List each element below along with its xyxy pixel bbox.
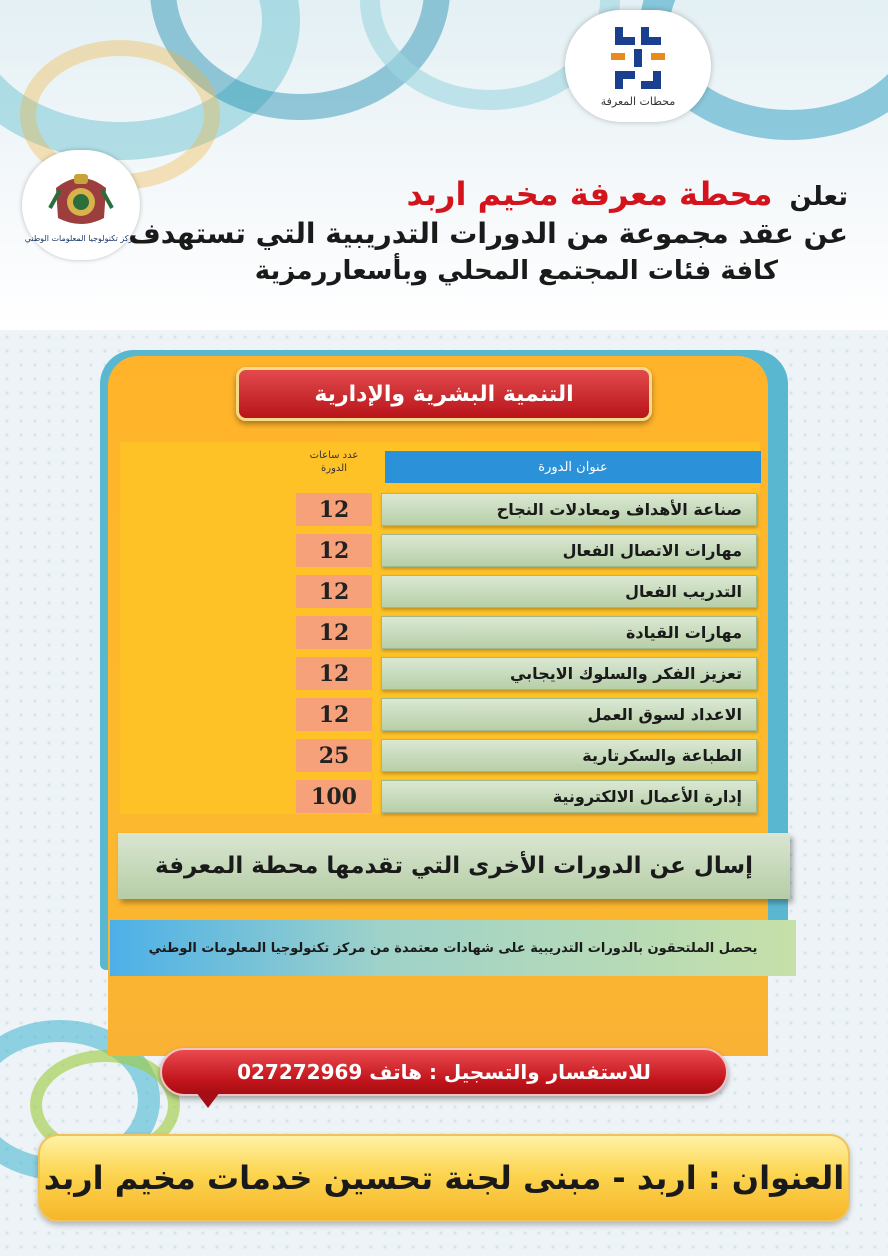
course-hours: 12 [296, 616, 372, 649]
table-row [296, 575, 762, 608]
crest-label: مركز تكنولوجيا المعلومات الوطني [24, 233, 138, 243]
contact-phone: للاستفسار والتسجيل : هاتف 027272969 [160, 1048, 728, 1096]
headline-line-2: عن عقد مجموعة من الدورات التدريبية التي تستهدف [128, 217, 848, 250]
callout-tail [196, 1092, 220, 1108]
contact-callout [160, 1048, 728, 1098]
certificate-note: يحصل الملتحقون بالدورات التدريبية على شهادات معتمدة من مركز تكنولوجيا المعلومات الوطني [110, 920, 796, 976]
table-row [296, 698, 762, 731]
address-banner: العنوان : اربد - مبنى لجنة تحسين خدمات مخيم اربد [38, 1134, 850, 1222]
course-hours: 12 [296, 698, 372, 731]
course-title: مهارات القيادة [381, 616, 757, 649]
knowledge-stations-logo [565, 10, 711, 122]
course-title: الاعداد لسوق العمل [381, 698, 757, 731]
table-row [296, 657, 762, 690]
headline-line-3: كافة فئات المجتمع المحلي وبأسعاررمزية [254, 256, 778, 286]
course-hours: 12 [296, 534, 372, 567]
course-title: صناعة الأهداف ومعادلات النجاح [381, 493, 757, 526]
course-title: التدريب الفعال [381, 575, 757, 608]
course-hours: 12 [296, 575, 372, 608]
section-title: التنمية البشرية والإدارية [236, 367, 652, 421]
hours-column-header: عدد ساعات الدورة [309, 450, 359, 474]
course-hours: 12 [296, 657, 372, 690]
table-row [296, 493, 762, 526]
station-name: محطة معرفة مخيم اربد [406, 175, 773, 213]
course-title: تعزيز الفكر والسلوك الايجابي [381, 657, 757, 690]
table-row [296, 739, 762, 772]
national-it-center-crest [22, 150, 140, 260]
announces-text: تعلن [789, 182, 848, 212]
course-hours: 12 [296, 493, 372, 526]
ask-other-courses-banner: إسال عن الدورات الأخرى التي تقدمها محطة المعرفة [118, 833, 790, 899]
table-row [296, 616, 762, 649]
course-title: الطباعة والسكرتارية [381, 739, 757, 772]
table-row [296, 534, 762, 567]
headline-line-1 [128, 175, 848, 213]
course-hours: 100 [296, 780, 372, 813]
knowledge-stations-logo-icon [609, 25, 667, 91]
title-column-header: عنوان الدورة [385, 451, 761, 483]
course-title: إدارة الأعمال الالكترونية [381, 780, 757, 813]
crest-emblem-icon [46, 168, 116, 232]
course-hours: 25 [296, 739, 372, 772]
course-title: مهارات الاتصال الفعال [381, 534, 757, 567]
headline [128, 175, 848, 286]
table-row [296, 780, 762, 813]
logo-label: محطات المعرفة [600, 94, 676, 108]
